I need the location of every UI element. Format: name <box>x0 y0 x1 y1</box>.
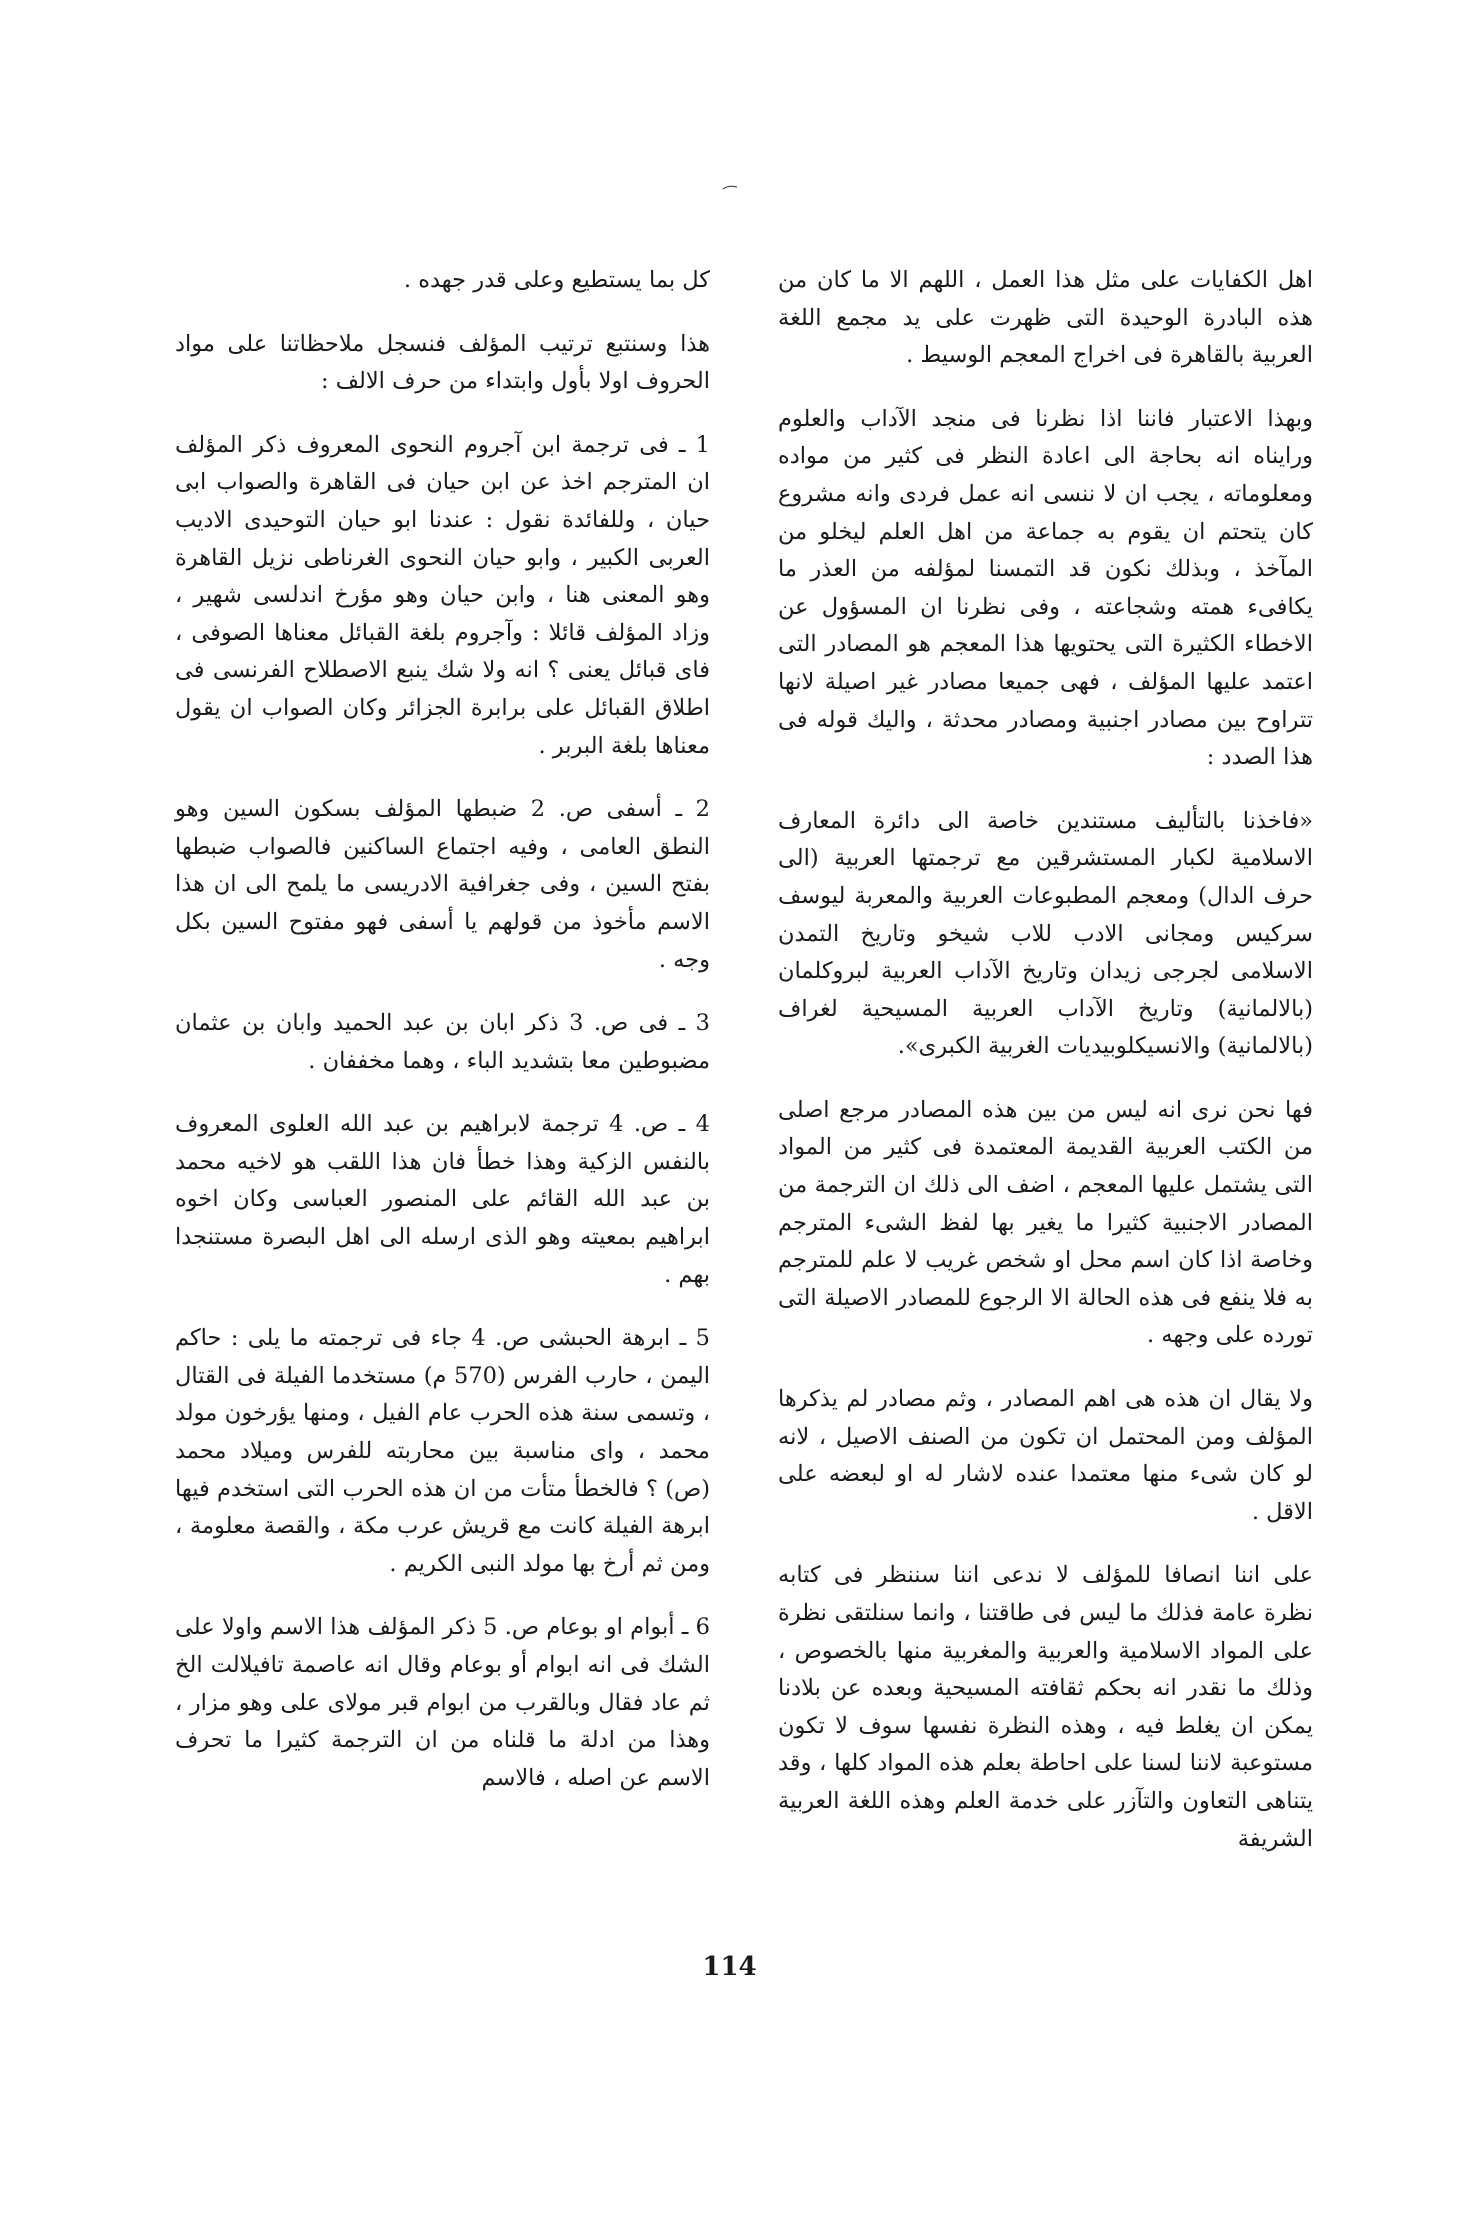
paragraph: كل بما يستطيع وعلى قدر جهده . <box>403 267 710 293</box>
page-number: 114 <box>702 1952 757 1982</box>
paragraph: اهل الكفايات على مثل هذا العمل ، اللهم الا ما كان من هذه البادرة الوحيدة التى ظهرت على يد مجمع اللغة العربية بالقاهرة فى اخراج المعجم الوسيط . <box>778 267 1313 369</box>
paragraph: فها نحن نرى انه ليس من بين هذه المصادر مرجع اصلى من الكتب العربية القديمة المعتمدة فى كثير من المواد التى يشتمل عليها المعجم ، اضف الى ذلك ان الترجمة من المصادر الاجنبية كثيرا ما يغير بها لفظ الشىء المترجم وخاصة اذا كان اسم محل او شخص غريب لا علم للمترجم به فلا ينفع فى هذه الحالة الا الرجوع للمصادر الاصيلة التى تورده على وجهه . <box>778 1096 1313 1349</box>
paragraph: وبهذا الاعتبار فاننا اذا نظرنا فى منجد الآداب والعلوم ورايناه انه بحاجة الى اعادة النظر فى كثير من مواده ومعلوماته ، يجب ان لا ننسى انه عمل فردى وانه مشروع كان يتحتم ان يقوم به جماعة من اهل العلم ليخلو من المآخذ ، وبذلك نكون قد التمسنا لمؤلفه من العذر ما يكافىء همته وشجاعته ، وفى نظرنا ان المسؤول عن الاخطاء الكثيرة التى يحتويها هذا المعجم هو المصادر التى اعتمد عليها المؤلف ، فهى جميعا مصادر غير اصيلة لانها تتراوح بين مصادر اجنبية ومصادر محدثة ، واليك قوله فى هذا الصدد : <box>778 405 1313 771</box>
paragraph: هذا وسنتبع ترتيب المؤلف فنسجل ملاحظاتنا على مواد الحروف اولا بأول وابتداء من حرف الالف : <box>175 330 710 395</box>
numbered-note-1: 1 ـ فى ترجمة ابن آجروم النحوى المعروف ذكر المؤلف ان المترجم اخذ عن ابن حيان فى القاهرة والصواب ابى حيان ، وللفائدة نقول : عندنا ابو حيان التوحيدى الاديب العربى الكبير ، وابو حيان النحوى الغرناطى نزيل القاهرة وهو المعنى هنا ، وابن حيان وهو مؤرخ اندلسى شهير ، وزاد المؤلف قائلا : وآجروم بلغة القبائل معناها الصوفى ، فاى قبائل يعنى ؟ انه ولا شك ينبع الاصطلاح الفرنسى فى اطلاق القبائل على برابرة الجزائر وكان الصواب ان يقول معناها بلغة البربر . <box>175 431 710 759</box>
quoted-paragraph: «فاخذنا بالتأليف مستندين خاصة الى دائرة المعارف الاسلامية لكبار المستشرقين مع ترجمتها العربية (الى حرف الدال) ومعجم المطبوعات العربية والمعربة ليوسف سركيس ومجانى الادب للاب شيخو وتاريخ التمدن الاسلامى لجرجى زيدان وتاريخ الآداب العربية لبروكلمان (بالالمانية) وتاريخ الآداب العربية المسيحية لغراف (بالالمانية) والانسيكلوبيديات الغربية الكبرى». <box>778 807 1313 1060</box>
left-text-column <box>175 262 710 1797</box>
numbered-note-6: 6 ـ أبوام او بوعام ص. 5 ذكر المؤلف هذا الاسم واولا على الشك فى انه ابوام أو بوعام وقال انه عاصمة تافيلالت الخ ثم عاد فقال وبالقرب من ابوام قبر مولاى على وهو مزار ، وهذا من ادلة ما قلناه من ان الترجمة كثيرا ما تحرف الاسم عن اصله ، فالاسم <box>175 1614 710 1791</box>
numbered-note-4: 4 ـ ص. 4 ترجمة لابراهيم بن عبد الله العلوى المعروف بالنفس الزكية وهذا خطأ فان هذا اللقب هو لاخيه محمد بن عبد الله القائم على المنصور العباسى وكان اخوه ابراهيم بمعيته وهو الذى ارسله الى اهل البصرة مستنجدا بهم . <box>175 1111 710 1288</box>
numbered-note-2: 2 ـ أسفى ص. 2 ضبطها المؤلف بسكون السين وهو النطق العامى ، وفيه اجتماع الساكنين فالصواب ضبطها بفتح السين ، وفى جغرافية الادريسى ما يلمح الى ان هذا الاسم مأخوذ من قولهم يا أسفى فهو مفتوح السين بكل وجه . <box>175 796 710 973</box>
numbered-note-5: 5 ـ ابرهة الحبشى ص. 4 جاء فى ترجمته ما يلى : حاكم اليمن ، حارب الفرس (570 م) مستخدما الفيلة فى القتال ، وتسمى سنة هذه الحرب عام الفيل ، ومنها يؤرخون مولد محمد ، واى مناسبة بين محاربته للفرس وميلاد محمد (ص) ؟ فالخطأ متأت من ان هذه الحرب التى استخدم فيها ابرهة الفيلة كانت مع قريش عرب مكة ، والقصة معلومة ، ومن ثم أرخ بها مولد النبى الكريم . <box>175 1325 710 1577</box>
paragraph: ولا يقال ان هذه هى اهم المصادر ، وثم مصادر لم يذكرها المؤلف ومن المحتمل ان تكون من الصنف الاصيل ، لانه لو كان شىء منها معتمدا عنده لاشار له او لبعضه على الاقل . <box>778 1386 1313 1525</box>
right-text-column <box>778 262 1313 1858</box>
paragraph: على اننا انصافا للمؤلف لا ندعى اننا سننظر فى كتابه نظرة عامة فذلك ما ليس فى طاقتنا ، وانما سنلتقى نظرة على المواد الاسلامية والعربية والمغربية منها بالخصوص ، وذلك ما نقدر انه بحكم ثقافته المسيحية وبعده عن بلادنا يمكن ان يغلط فيه ، وهذه النظرة نفسها سوف لا تكون مستوعبة لاننا لسنا على احاطة بعلم هذه المواد كلها ، وقد يتناهى التعاون والتآزر على خدمة العلم وهذه اللغة العربية الشريفة <box>778 1562 1313 1852</box>
ink-smudge-mark <box>722 184 738 190</box>
numbered-note-3: 3 ـ فى ص. 3 ذكر ابان بن عبد الحميد وابان بن عثمان مضبوطين معا بتشديد الباء ، وهما مخففان . <box>175 1010 710 1074</box>
